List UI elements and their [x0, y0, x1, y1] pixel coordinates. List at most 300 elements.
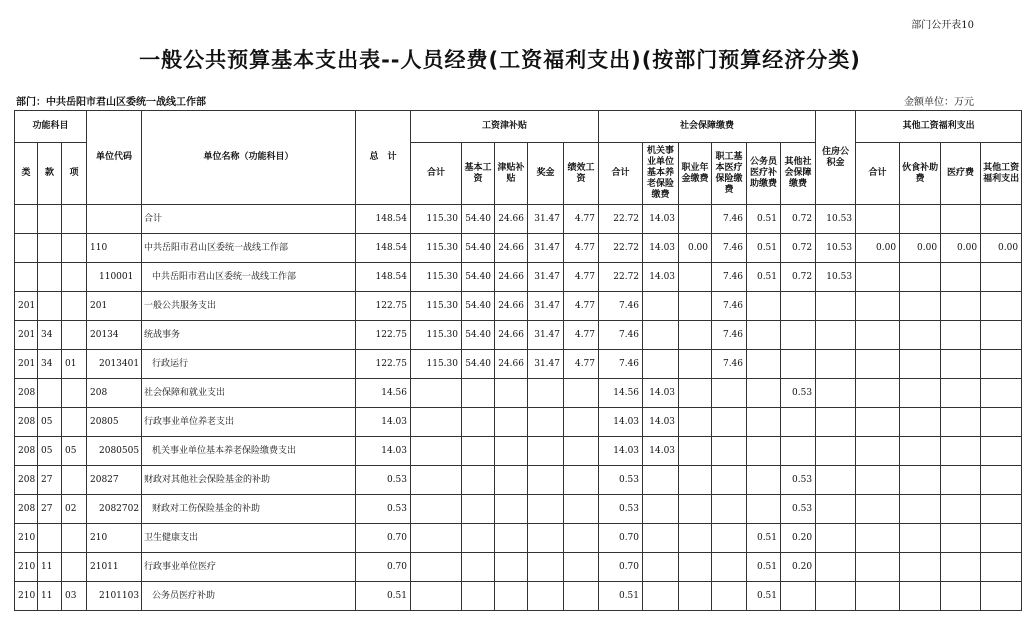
amount-cell [856, 379, 900, 408]
xiang-header: 项 [62, 143, 87, 205]
amount-cell [712, 408, 747, 437]
social-sub-header: 公务员医疗补助缴费 [747, 143, 781, 205]
table-row [15, 379, 1022, 408]
amount-cell [900, 466, 941, 495]
func-code-cell [62, 553, 87, 582]
amount-cell: 54.40 [462, 205, 495, 234]
amount-cell [679, 495, 712, 524]
amount-cell [712, 379, 747, 408]
amount-cell [495, 582, 528, 611]
func-code-cell [62, 408, 87, 437]
amount-cell [495, 495, 528, 524]
amount-cell [528, 495, 564, 524]
func-code-cell: 208 [15, 379, 38, 408]
amount-cell: 7.46 [712, 263, 747, 292]
amount-cell [941, 321, 981, 350]
amount-cell [462, 582, 495, 611]
amount-cell: 7.46 [712, 234, 747, 263]
func-code-cell: 05 [38, 408, 62, 437]
social-sub-header: 合计 [599, 143, 643, 205]
amount-cell [528, 524, 564, 553]
amount-cell [679, 524, 712, 553]
amount-cell [981, 466, 1022, 495]
amount-cell: 14.56 [356, 379, 411, 408]
amount-cell: 4.77 [564, 234, 599, 263]
amount-cell [941, 524, 981, 553]
amount-cell [643, 495, 679, 524]
unit-code-cell: 210 [87, 524, 142, 553]
amount-cell: 0.53 [599, 495, 643, 524]
amount-cell [941, 553, 981, 582]
func-code-cell [62, 321, 87, 350]
amount-cell: 7.46 [599, 292, 643, 321]
amount-cell [900, 582, 941, 611]
amount-cell: 7.46 [599, 321, 643, 350]
func-code-cell: 34 [38, 321, 62, 350]
amount-cell: 54.40 [462, 234, 495, 263]
amount-cell [495, 466, 528, 495]
unit-name-cell: 卫生健康支出 [142, 524, 356, 553]
amount-cell: 115.30 [411, 292, 462, 321]
func-subject-header: 功能科目 [15, 111, 87, 143]
unit-name-cell: 合计 [142, 205, 356, 234]
func-code-cell [38, 292, 62, 321]
unit-name-cell: 一般公共服务支出 [142, 292, 356, 321]
amount-cell [781, 582, 816, 611]
func-code-cell: 01 [62, 350, 87, 379]
unit-code-cell: 2080505 [87, 437, 142, 466]
amount-cell [679, 350, 712, 379]
other-sub-header: 伙食补助费 [900, 143, 941, 205]
amount-cell [462, 437, 495, 466]
other-group-header: 其他工资福利支出 [856, 111, 1022, 143]
table-row [15, 263, 1022, 292]
amount-cell [816, 408, 856, 437]
amount-cell [781, 350, 816, 379]
func-code-cell [62, 524, 87, 553]
unit-name-cell: 统战事务 [142, 321, 356, 350]
amount-cell: 0.53 [781, 379, 816, 408]
amount-cell [462, 466, 495, 495]
wage-sub-header: 奖金 [528, 143, 564, 205]
social-sub-header: 其他社会保障缴费 [781, 143, 816, 205]
amount-cell [856, 408, 900, 437]
func-code-cell: 02 [62, 495, 87, 524]
amount-cell [941, 379, 981, 408]
amount-cell [900, 292, 941, 321]
social-sub-header: 职工基本医疗保险缴费 [712, 143, 747, 205]
func-code-cell [62, 379, 87, 408]
table-row [15, 582, 1022, 611]
amount-cell: 0.00 [981, 234, 1022, 263]
table-row [15, 553, 1022, 582]
amount-cell: 0.72 [781, 205, 816, 234]
amount-cell: 14.03 [643, 437, 679, 466]
amount-cell: 31.47 [528, 205, 564, 234]
amount-cell [564, 553, 599, 582]
amount-cell [462, 524, 495, 553]
unit-name-cell: 中共岳阳市君山区委统一战线工作部 [142, 234, 356, 263]
amount-cell [900, 350, 941, 379]
amount-cell: 22.72 [599, 234, 643, 263]
amount-cell [528, 582, 564, 611]
amount-cell: 14.03 [643, 205, 679, 234]
amount-cell [941, 437, 981, 466]
func-code-cell: 210 [15, 553, 38, 582]
func-code-cell: 210 [15, 582, 38, 611]
amount-cell [900, 524, 941, 553]
page-title: 一般公共预算基本支出表--人员经费(工资福利支出)(按部门预算经济分类) [139, 48, 861, 72]
amount-cell [941, 205, 981, 234]
amount-cell [941, 495, 981, 524]
unit-code-cell: 208 [87, 379, 142, 408]
kuan-header: 款 [38, 143, 62, 205]
amount-cell [411, 495, 462, 524]
amount-cell: 14.56 [599, 379, 643, 408]
budget-table [14, 110, 1022, 611]
wage-sub-header: 津贴补贴 [495, 143, 528, 205]
amount-cell [816, 321, 856, 350]
func-code-cell: 05 [38, 437, 62, 466]
amount-cell [816, 495, 856, 524]
amount-cell [747, 350, 781, 379]
amount-cell [643, 292, 679, 321]
amount-cell [643, 524, 679, 553]
amount-cell [679, 292, 712, 321]
amount-cell [816, 524, 856, 553]
amount-cell [941, 263, 981, 292]
amount-cell: 0.51 [747, 582, 781, 611]
unit-code-header: 单位代码 [87, 111, 142, 205]
amount-cell: 4.77 [564, 263, 599, 292]
amount-cell [981, 292, 1022, 321]
amount-cell: 115.30 [411, 321, 462, 350]
amount-cell [816, 553, 856, 582]
amount-cell: 122.75 [356, 321, 411, 350]
amount-cell [816, 379, 856, 408]
func-code-cell [38, 379, 62, 408]
amount-cell: 24.66 [495, 350, 528, 379]
func-code-cell: 208 [15, 466, 38, 495]
amount-cell: 115.30 [411, 234, 462, 263]
amount-cell [643, 321, 679, 350]
table-row [15, 408, 1022, 437]
amount-cell: 0.70 [356, 524, 411, 553]
amount-cell [900, 553, 941, 582]
amount-cell [462, 553, 495, 582]
amount-cell: 0.53 [781, 495, 816, 524]
amount-cell [411, 553, 462, 582]
amount-cell [900, 408, 941, 437]
amount-cell [679, 553, 712, 582]
amount-cell [781, 292, 816, 321]
amount-cell [495, 524, 528, 553]
amount-cell: 7.46 [599, 350, 643, 379]
amount-cell [495, 408, 528, 437]
amount-cell [643, 466, 679, 495]
amount-cell: 54.40 [462, 263, 495, 292]
amount-cell: 115.30 [411, 205, 462, 234]
amount-cell [462, 495, 495, 524]
amount-cell: 14.03 [643, 379, 679, 408]
amount-cell [495, 437, 528, 466]
amount-cell [816, 582, 856, 611]
func-code-cell [38, 234, 62, 263]
amount-cell [816, 350, 856, 379]
amount-cell [411, 408, 462, 437]
amount-cell: 0.00 [900, 234, 941, 263]
amount-cell [856, 292, 900, 321]
amount-cell [747, 466, 781, 495]
amount-cell: 148.54 [356, 234, 411, 263]
amount-cell: 0.00 [856, 234, 900, 263]
amount-cell: 148.54 [356, 205, 411, 234]
amount-cell [528, 437, 564, 466]
table-row [15, 524, 1022, 553]
table-row [15, 234, 1022, 263]
amount-cell: 0.51 [747, 205, 781, 234]
amount-cell: 0.51 [599, 582, 643, 611]
table-row [15, 495, 1022, 524]
amount-cell: 24.66 [495, 321, 528, 350]
amount-cell: 122.75 [356, 350, 411, 379]
wage-sub-header: 绩效工资 [564, 143, 599, 205]
amount-cell [564, 524, 599, 553]
wage-group-header: 工资津补贴 [411, 111, 599, 143]
amount-cell [981, 205, 1022, 234]
amount-cell: 24.66 [495, 205, 528, 234]
table-number-label: 部门公开表10 [911, 20, 974, 31]
amount-cell [528, 553, 564, 582]
amount-cell [781, 437, 816, 466]
amount-cell [856, 350, 900, 379]
amount-cell: 0.51 [747, 263, 781, 292]
amount-cell [941, 408, 981, 437]
amount-cell: 148.54 [356, 263, 411, 292]
amount-cell: 0.20 [781, 553, 816, 582]
amount-cell [712, 466, 747, 495]
amount-cell [564, 582, 599, 611]
amount-cell [900, 437, 941, 466]
amount-cell [643, 350, 679, 379]
unit-code-cell: 20827 [87, 466, 142, 495]
amount-cell: 31.47 [528, 263, 564, 292]
amount-cell [981, 408, 1022, 437]
amount-cell [856, 495, 900, 524]
amount-cell: 4.77 [564, 350, 599, 379]
amount-cell [462, 408, 495, 437]
func-code-cell: 11 [38, 582, 62, 611]
other-sub-header: 合计 [856, 143, 900, 205]
amount-cell [495, 553, 528, 582]
func-code-cell: 208 [15, 495, 38, 524]
total-header: 总 计 [356, 111, 411, 205]
unit-code-cell: 110001 [87, 263, 142, 292]
unit-name-header: 单位名称（功能科目） [142, 111, 356, 205]
amount-cell [856, 582, 900, 611]
amount-cell: 4.77 [564, 205, 599, 234]
amount-cell: 7.46 [712, 292, 747, 321]
amount-cell [856, 263, 900, 292]
unit-name-cell: 财政对其他社会保险基金的补助 [142, 466, 356, 495]
amount-cell [900, 321, 941, 350]
amount-cell: 14.03 [643, 408, 679, 437]
amount-cell [816, 466, 856, 495]
lei-header: 类 [15, 143, 38, 205]
func-code-cell: 27 [38, 495, 62, 524]
amount-cell: 0.51 [747, 553, 781, 582]
amount-cell [856, 466, 900, 495]
amount-cell [941, 350, 981, 379]
amount-cell [781, 321, 816, 350]
amount-cell: 0.00 [679, 234, 712, 263]
amount-cell [564, 437, 599, 466]
amount-cell [900, 379, 941, 408]
amount-cell [981, 350, 1022, 379]
amount-cell: 0.70 [599, 524, 643, 553]
amount-cell: 0.53 [356, 495, 411, 524]
func-code-cell: 210 [15, 524, 38, 553]
amount-cell [856, 205, 900, 234]
amount-cell [411, 524, 462, 553]
amount-cell: 54.40 [462, 292, 495, 321]
amount-cell [981, 553, 1022, 582]
amount-unit-label: 金额单位：万元 [904, 97, 974, 108]
amount-cell: 7.46 [712, 350, 747, 379]
amount-cell: 10.53 [816, 234, 856, 263]
amount-cell: 14.03 [356, 408, 411, 437]
amount-cell [411, 437, 462, 466]
wage-sub-header: 合计 [411, 143, 462, 205]
amount-cell [679, 466, 712, 495]
func-code-cell: 208 [15, 437, 38, 466]
amount-cell [816, 292, 856, 321]
amount-cell: 0.51 [747, 234, 781, 263]
func-code-cell [62, 234, 87, 263]
other-sub-header: 医疗费 [941, 143, 981, 205]
func-code-cell [15, 205, 38, 234]
amount-cell [564, 466, 599, 495]
func-code-cell: 201 [15, 292, 38, 321]
table-row [15, 321, 1022, 350]
func-code-cell: 201 [15, 350, 38, 379]
amount-cell: 14.03 [643, 234, 679, 263]
amount-cell: 14.03 [599, 437, 643, 466]
amount-cell [856, 524, 900, 553]
amount-cell [712, 437, 747, 466]
amount-cell [528, 466, 564, 495]
amount-cell: 0.00 [941, 234, 981, 263]
unit-name-cell: 公务员医疗补助 [142, 582, 356, 611]
func-code-cell: 03 [62, 582, 87, 611]
amount-cell: 14.03 [356, 437, 411, 466]
func-code-cell [15, 263, 38, 292]
func-code-cell [62, 263, 87, 292]
amount-cell [781, 408, 816, 437]
unit-name-cell: 社会保障和就业支出 [142, 379, 356, 408]
amount-cell: 115.30 [411, 350, 462, 379]
amount-cell: 31.47 [528, 350, 564, 379]
amount-cell: 24.66 [495, 263, 528, 292]
table-row [15, 466, 1022, 495]
unit-name-cell: 机关事业单位基本养老保险缴费支出 [142, 437, 356, 466]
func-code-cell [38, 205, 62, 234]
func-code-cell: 11 [38, 553, 62, 582]
amount-cell [856, 437, 900, 466]
social-group-header: 社会保障缴费 [599, 111, 816, 143]
amount-cell [495, 379, 528, 408]
amount-cell: 54.40 [462, 350, 495, 379]
amount-cell: 122.75 [356, 292, 411, 321]
amount-cell: 14.03 [643, 263, 679, 292]
unit-name-cell: 行政事业单位养老支出 [142, 408, 356, 437]
amount-cell: 0.51 [747, 524, 781, 553]
other-sub-header: 其他工资福利支出 [981, 143, 1022, 205]
func-code-cell: 208 [15, 408, 38, 437]
amount-cell [747, 408, 781, 437]
amount-cell [900, 205, 941, 234]
func-code-cell [15, 234, 38, 263]
func-code-cell [62, 466, 87, 495]
unit-code-cell: 20134 [87, 321, 142, 350]
unit-name-cell: 行政运行 [142, 350, 356, 379]
amount-cell: 14.03 [599, 408, 643, 437]
amount-cell [747, 379, 781, 408]
amount-cell: 10.53 [816, 263, 856, 292]
social-sub-header: 职业年金缴费 [679, 143, 712, 205]
amount-cell [564, 408, 599, 437]
func-code-cell [38, 524, 62, 553]
func-code-cell: 27 [38, 466, 62, 495]
amount-cell: 7.46 [712, 321, 747, 350]
amount-cell [981, 437, 1022, 466]
amount-cell [941, 292, 981, 321]
amount-cell [411, 466, 462, 495]
table-row [15, 350, 1022, 379]
amount-cell: 54.40 [462, 321, 495, 350]
amount-cell [941, 582, 981, 611]
amount-cell: 0.72 [781, 234, 816, 263]
amount-cell [712, 495, 747, 524]
amount-cell [411, 379, 462, 408]
amount-cell [643, 553, 679, 582]
table-row [15, 437, 1022, 466]
amount-cell: 0.70 [356, 553, 411, 582]
amount-cell: 0.20 [781, 524, 816, 553]
amount-cell: 31.47 [528, 321, 564, 350]
amount-cell [981, 263, 1022, 292]
amount-cell: 0.53 [599, 466, 643, 495]
unit-code-cell: 201 [87, 292, 142, 321]
amount-cell [747, 321, 781, 350]
amount-cell [528, 379, 564, 408]
amount-cell: 0.53 [781, 466, 816, 495]
amount-cell: 22.72 [599, 205, 643, 234]
amount-cell [816, 437, 856, 466]
amount-cell [679, 263, 712, 292]
func-code-cell: 201 [15, 321, 38, 350]
amount-cell: 0.70 [599, 553, 643, 582]
amount-cell [712, 524, 747, 553]
amount-cell: 31.47 [528, 292, 564, 321]
amount-cell [679, 205, 712, 234]
func-code-cell [38, 263, 62, 292]
amount-cell [981, 495, 1022, 524]
unit-code-cell: 2101103 [87, 582, 142, 611]
unit-code-cell: 20805 [87, 408, 142, 437]
amount-cell: 24.66 [495, 234, 528, 263]
unit-name-cell: 中共岳阳市君山区委统一战线工作部 [142, 263, 356, 292]
